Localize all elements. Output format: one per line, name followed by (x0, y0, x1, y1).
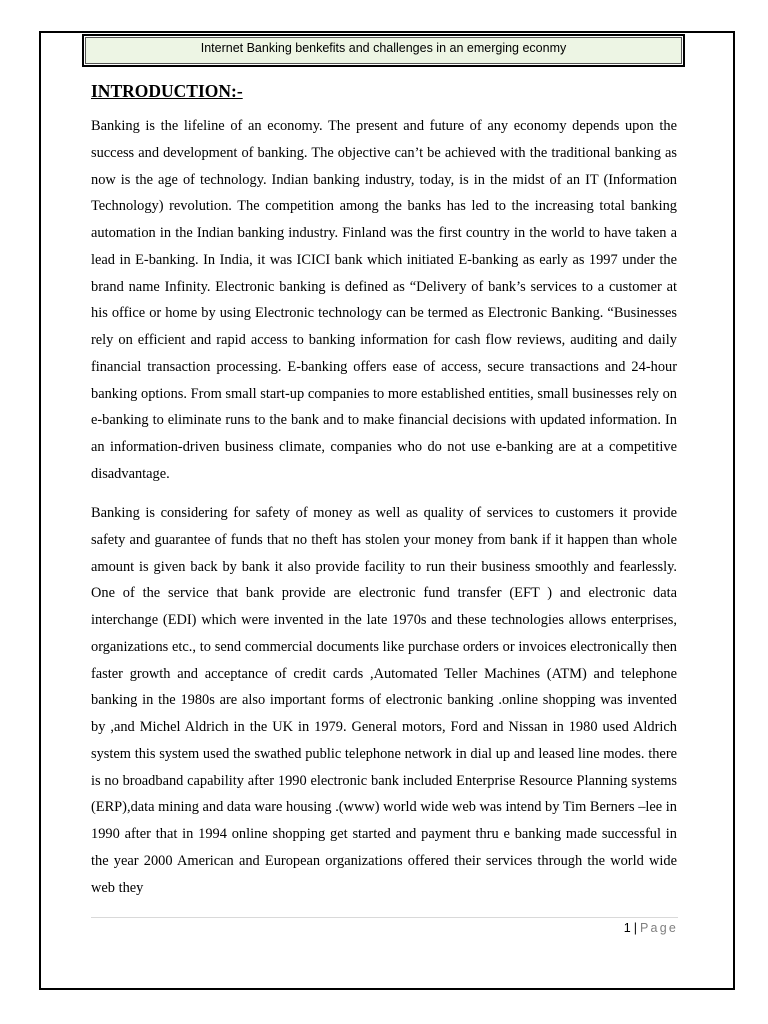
section-heading: INTRODUCTION:- (91, 81, 243, 101)
header-title: Internet Banking benkefits and challenges in an emerging econmy (200, 41, 567, 55)
footer-divider (91, 917, 678, 918)
paragraph-2: Banking is considering for safety of money as well as quality of services to customers it provide safety and guarantee of funds that no theft has stolen your money from bank if it happen than whole amount is given back by bank it also provide facility to run their business smoothly and fearlessly. One of the service that bank provide are electronic fund transfer (EFT ) and electronic data interchange (EDI) which were invented in the late 1970s and these technologies allows enterprises, organizations etc., to send commercial documents like purchase orders or invoices electronically then faster growth and acceptance of credit cards ,Automated Teller Machines (ATM) and telephone banking in the 1980s are also important forms of electronic banking .online shopping was invented by ,and Michel Aldrich in the UK in 1979. General motors, Ford and Nissan in 1980 used Aldrich system this system used the swathed public telephone network in dial up and leased line modes. there is no broadband capability after 1990 electronic bank included Enterprise Resource Planning systems (ERP),data mining and data ware housing .(www) world wide web was intend by Tim Berners –lee in 1990 after that in 1994 online shopping get started and payment thru e banking made successful in the year 2000 American and European organizations offered their services through the world wide web they (91, 505, 677, 896)
page-footer (624, 919, 678, 937)
document-header (82, 34, 685, 67)
page-number: 1 (623, 921, 631, 935)
page-label: Page (640, 921, 678, 935)
footer-separator: | (633, 921, 637, 935)
paragraph-1: Banking is the lifeline of an economy. The present and future of any economy depends upon the success and development of banking. The objective can’t be achieved with the traditional banking as now is the age of technology. Indian banking industry, today, is in the midst of an IT (Information Technology) revolution. The competition among the banks has led to the increasing total banking automation in the Indian banking industry. Finland was the first country in the world to have taken a lead in E-banking. In India, it was ICICI bank which initiated E-banking as early as 1997 under the brand name Infinity. Electronic banking is defined as “Delivery of bank’s services to a customer at his office or home by using Electronic technology can be termed as Electronic Banking. “Businesses rely on efficient and rapid access to banking information for cash flow reviews, auditing and daily financial transaction processing. E-banking offers ease of access, secure transactions and 24-hour banking options. From small start-up companies to more established entities, small businesses rely on e-banking to eliminate runs to the bank and to make financial decisions with updated information. In an information-driven business climate, companies who do not use e-banking are at a competitive disadvantage. (91, 118, 677, 482)
